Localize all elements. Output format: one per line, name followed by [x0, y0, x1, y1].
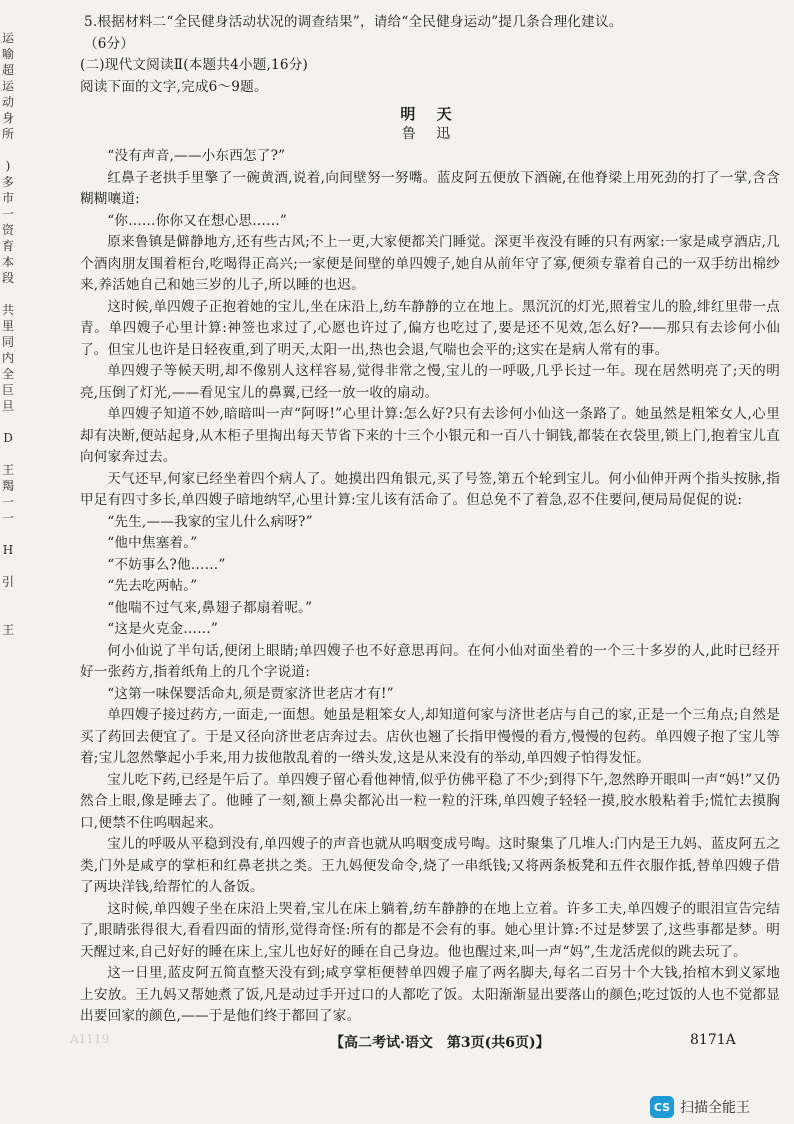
story-paragraph: “没有声音,——小东西怎了?” — [107, 148, 286, 164]
story-title-block — [80, 104, 780, 144]
story-paragraph: “先去吃两帖。” — [107, 578, 198, 594]
question-5-text: 5.根据材料二“全民健身活动状况的调查结果”，请给“全民健身运动”提几条合理化建议。 — [84, 14, 623, 30]
story-paragraph: 何小仙说了半句话,便闭上眼睛;单四嫂子也不好意思再问。在何小仙对面坐着的一个三十多岁的人,此时已经开好一张药方,指着纸角上的几个字说道: — [80, 642, 780, 680]
margin-char: 一 — [1, 511, 14, 525]
page-content — [80, 12, 780, 1028]
page-footer — [0, 1030, 794, 1058]
section-header: (二)现代文阅读Ⅱ(本题共4小题,16分) — [80, 57, 309, 73]
margin-char: 资 — [1, 223, 14, 237]
margin-char: 本 — [1, 255, 14, 269]
margin-char: 育 — [1, 239, 14, 253]
reading-instruction: 阅读下面的文字,完成6～9题。 — [80, 78, 268, 95]
story-paragraph: 单四嫂子知道不妙,暗暗叫一声“阿呀!”心里计算:怎么好?只有去诊何小仙这一条路了。她虽然是粗笨女人,心里却有决断,便站起身,从木柜子里掏出每天节省下来的十三个小银元和一百八十铜钱,都装在衣袋里,锁上门,抱着宝儿直向何家奔过去。 — [80, 406, 780, 465]
margin-char: 身 — [1, 111, 14, 125]
margin-char: 多 — [1, 175, 14, 189]
story-paragraph: 单四嫂子接过药方,一面走,一面想。她虽是粗笨女人,却知道何家与济世老店与自己的家,正是一个三角点;自然是买了药回去便宜了。于是又径向济世老店奔过去。店伙也翘了长指甲慢慢的看方,慢慢的包药。单四嫂子抱了宝儿等着;宝儿忽然擎起小手来,用力拔他散乱着的一绺头发,这是从来没有的举动,单四嫂子怕得发怔。 — [80, 707, 780, 766]
margin-char: 王 — [1, 623, 14, 637]
left-margin-bleed-text — [0, 30, 16, 910]
watermark-label: 扫描全能王 — [680, 1100, 750, 1116]
margin-char: 动 — [1, 95, 14, 109]
margin-char: ) — [5, 159, 11, 173]
story-paragraph: “这是火克金……” — [107, 621, 219, 637]
margin-char: 旦 — [1, 399, 14, 413]
footer-exam-code: 8171A — [690, 1032, 736, 1048]
story-paragraph: 宝儿的呼吸从平稳到没有,单四嫂子的声音也就从呜咽变成号啕。这时聚集了几堆人:门内是王九妈、蓝皮阿五之类,门外是咸亨的掌柜和红鼻老拱之类。王九妈便发命令,烧了一串纸钱;又将两条板凳和五件衣服作抵,替单四嫂子借了两块洋钱,给帮忙的人备饭。 — [80, 836, 780, 895]
footer-faint-code: A1119 — [70, 1032, 110, 1046]
margin-char: 巨 — [1, 383, 14, 397]
margin-char: 超 — [1, 63, 14, 77]
story-paragraph: “这第一味保婴活命丸,须是贾家济世老店才有!” — [107, 685, 394, 702]
story-paragraph: “先生,——我家的宝儿什么病呀?” — [107, 513, 313, 530]
margin-char: 市 — [1, 191, 14, 205]
story-paragraph: 单四嫂子等候天明,却不像别人这样容易,觉得非常之慢,宝儿的一呼吸,几乎长过一年。现在居然明亮了;天的明亮,压倒了灯光,——看见宝儿的鼻翼,已经一放一收的扇动。 — [80, 363, 780, 401]
story-paragraph: 这时候,单四嫂子正抱着她的宝儿,坐在床沿上,纺车静静的立在地上。黑沉沉的灯光,照着宝儿的脸,绯红里带一点青。单四嫂子心里计算:神签也求过了,心愿也许过了,偏方也吃过了,要是还不见效,怎么好?——那只有去诊何小仙了。但宝儿也许是日轻夜重,到了明天,太阳一出,热也会退,气喘也会平的;这实在是病人常有的事。 — [80, 298, 780, 358]
story-body — [80, 146, 780, 1028]
question-5-score: （6分） — [84, 35, 135, 52]
story-paragraph: “你……你你又在想心思……” — [107, 212, 288, 229]
story-paragraph: 这时候,单四嫂子坐在床沿上哭着,宝儿在床上躺着,纺车静静的在地上立着。许多工夫,单四嫂子的眼泪宣告完结了,眼睛张得很大,看看四面的情形,觉得奇怪:所有的都是不会有的事。她心里计算:不过是梦罢了,这些事都是梦。明天醒过来,自己好好的睡在床上,宝儿也好好的睡在自己身边。他也醒过来,叫一声“妈”,生龙活虎似的跳去玩了。 — [80, 900, 780, 960]
camscanner-watermark — [650, 1094, 750, 1120]
story-paragraph: “不妨事么?他……” — [107, 556, 226, 573]
margin-char: 一 — [1, 495, 14, 509]
story-paragraph: “他中焦塞着。” — [107, 535, 198, 551]
margin-char: 共 — [1, 303, 14, 317]
camscanner-logo-icon: CS — [650, 1096, 674, 1118]
margin-char: 运 — [1, 79, 14, 93]
margin-char: 段 — [1, 271, 14, 285]
story-paragraph: 天气还早,何家已经坐着四个病人了。她摸出四角银元,买了号签,第五个轮到宝儿。何小仙伸开两个指头按脉,指甲足有四寸多长,单四嫂子暗地纳罕,心里计算:宝儿该有活命了。但总免不了着急,忍不住要问,便局局促促的说: — [80, 470, 780, 508]
margin-char: 同 — [1, 335, 14, 349]
margin-char: 运 — [1, 31, 14, 45]
story-paragraph: 原来鲁镇是僻静地方,还有些古风;不上一更,大家便都关门睡觉。深更半夜没有睡的只有两家:一家是咸亨酒店,几个酒肉朋友围着柜台,吃喝得正高兴;一家便是间壁的单四嫂子,她自从前年守了寡,便须专靠着自己的一双手纺出棉纱来,养活她自己和她三岁的儿子,所以睡的也迟。 — [80, 234, 780, 293]
margin-char: 一 — [1, 207, 14, 221]
margin-char: D — [3, 431, 13, 445]
margin-char: 王 — [1, 463, 14, 477]
margin-char: 羯 — [1, 479, 14, 493]
margin-char: 引 — [1, 575, 14, 589]
margin-char: 喻 — [1, 47, 14, 61]
story-paragraph: 宝儿吃下药,已经是午后了。单四嫂子留心看他神情,似乎仿佛平稳了不少;到得下午,忽然睁开眼叫一声“妈!”又仍然合上眼,像是睡去了。他睡了一刻,额上鼻尖都沁出一粒一粒的汗珠,单四嫂子轻轻一摸,胶水般粘着手;慌忙去摸胸口,便禁不住呜咽起来。 — [80, 771, 781, 831]
margin-char: H — [2, 543, 14, 557]
footer-page-info: 【高二考试·语文 第3页(共6页)】 — [330, 1035, 550, 1051]
story-paragraph: “他喘不过气来,鼻翅子都扇着呢。” — [107, 599, 313, 616]
story-title: 明 天 — [400, 105, 460, 123]
margin-char: 全 — [1, 367, 14, 381]
story-author: 鲁 迅 — [401, 126, 459, 142]
margin-char: 所 — [1, 127, 14, 141]
margin-char: 里 — [1, 319, 14, 333]
margin-char: 内 — [1, 351, 14, 365]
story-paragraph: 这一日里,蓝皮阿五简直整天没有到;咸亨掌柜便替单四嫂子雇了两名脚夫,每名二百另十个大钱,抬棺木到义冢地上安放。王九妈又帮她煮了饭,凡是动过手开过口的人都吃了饭。太阳渐渐显出要落山的颜色;吃过饭的人也不觉都显出要回家的颜色,——于是他们终于都回了家。 — [80, 965, 780, 1024]
story-paragraph: 红鼻子老拱手里擎了一碗黄酒,说着,向间壁努一努嘴。蓝皮阿五便放下酒碗,在他脊梁上用死劲的打了一掌,含含糊糊嚷道: — [80, 169, 780, 207]
